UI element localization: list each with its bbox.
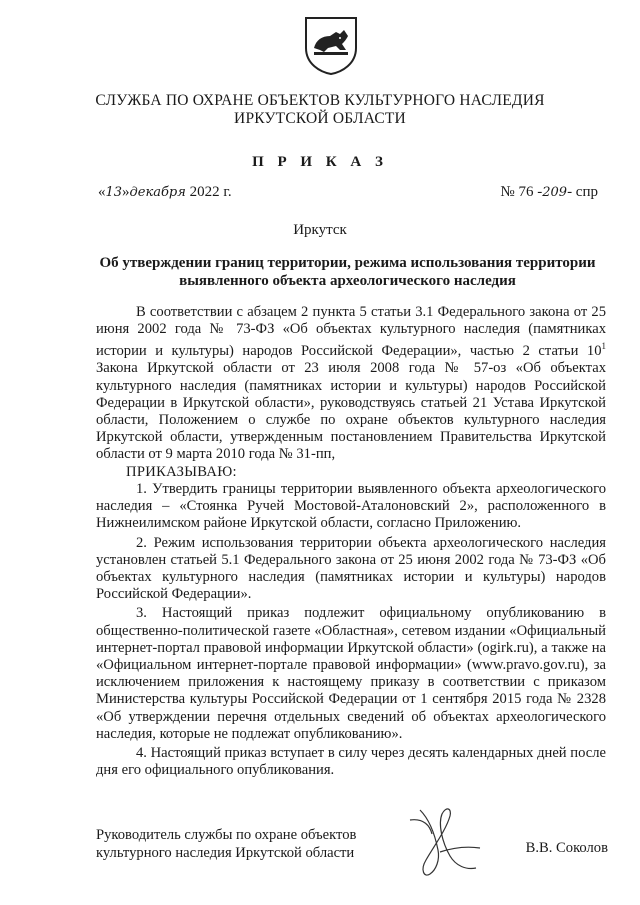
document-body [96,304,606,779]
signature-icon [380,790,510,890]
signatory-name: В.В. Соколов [525,840,608,856]
preamble [96,304,606,464]
date-close-quote: » [122,184,130,200]
document-title: Об утверждении границ территории, режима использования территории выявленного объекта археологического наследия [99,255,596,289]
item-3: 3. Настоящий приказ подлежит официальному опубликованию в общественно-политической газете «Областная», сетевом издании «Официальный интернет-портал правовой информации Иркутской области» (ogirk.ru), а также на «Официальном интернет-портале правовой информации» (www.pravo.gov.ru), за исключением приложения к настоящему приказу в соответствии с приказом Министерства культуры Российской Федерации от 1 сентября 2015 года № 2328 «Об утверждении перечня отдельных сведений об объектах археологического наследия, которые не подлежат опубликованию». [96,605,606,742]
header-line-2: ИРКУТСКОЙ ОБЛАСТИ [234,110,406,127]
number-prefix: № 76 - [500,184,543,200]
coat-of-arms-icon [302,14,360,76]
date-year: 2022 г. [189,184,232,200]
date-open-quote: « [98,184,106,200]
document-number [500,184,598,201]
number-handwritten: 209 [542,185,568,200]
order-word: ПРИКАЗЫВАЮ: [126,463,237,480]
preamble-superscript: 1 [601,341,606,352]
item-1: 1. Утвердить границы территории выявленного объекта археологического наследия – «Стоянка Ручей Мостовой-Аталоновский 2», расположенного в Нижнеилимском районе Иркутской области, согласно Приложению. [96,480,606,532]
date-day: 13 [105,185,123,200]
position-line-1: Руководитель службы по охране объектов [96,827,357,843]
signatory-position [96,826,356,862]
city: Иркутск [293,222,347,238]
date-month: декабря [129,185,186,200]
item-4: 4. Настоящий приказ вступает в силу через десять календарных дней после дня его официального опубликования. [96,744,606,779]
item-2: 2. Режим использования территории объекта археологического наследия установлен статьей 5.1 Федерального закона от 25 июня 2002 года № 73-ФЗ «Об объектах культурного наследия (памятниках истории и культуры) народов Российской Федерации». [96,534,606,603]
preamble-part-b: Закона Иркутской области от 23 июля 2008 года № 57-оз «Об объектах культурного наследия (памятниках истории и культуры) народов Российской Федерации в Иркутской области», руководствуясь статьей 21 Устава Иркутской области, Положением о службе по охране объектов культурного наследия Иркутской области, утвержденным постановлением Правительства Иркутской области от 9 марта 2010 года № 31-пп, [96,360,606,463]
document-date [98,184,232,201]
document-type: П Р И К А З [252,154,388,170]
header-line-1: СЛУЖБА ПО ОХРАНЕ ОБЪЕКТОВ КУЛЬТУРНОГО НАСЛЕДИЯ [95,92,545,109]
position-line-2: культурного наследия Иркутской области [96,845,355,861]
number-suffix: - спр [567,184,598,200]
preamble-part-a: В соответствии с абзацем 2 пункта 5 статьи 3.1 Федерального закона от 25 июня 2002 года № 73-ФЗ «Об объектах культурного наследия (памятниках истории и культуры) народов Российской Федерации», частью 2 статьи 10 [96,304,606,360]
